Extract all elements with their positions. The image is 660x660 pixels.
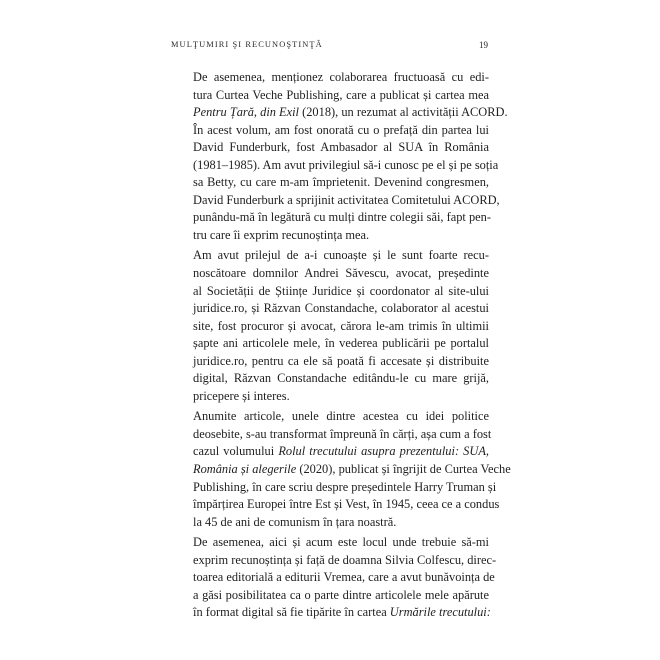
text-run: Publishing, în care scriu despre președintele Harry Truman și [193, 479, 497, 494]
text-line [171, 174, 489, 192]
text-run: punându-mă în legătură cu mulți dintre colegii săi, fapt pen- [193, 210, 491, 225]
text-run: digital, Răzvan Constandache editându-le cu mare grijă, [193, 371, 489, 386]
text-run: juridice.ro, și Răzvan Constandache, colaborator al acestui [193, 301, 489, 316]
text-line [171, 496, 500, 514]
text-run: șapte ani articolele mele, în vederea publicării pe portalul [193, 336, 489, 351]
text-line [171, 87, 489, 105]
text-line [171, 139, 489, 157]
text-line [171, 227, 489, 245]
text-line [171, 192, 500, 210]
text-line [171, 426, 492, 444]
page-number: 19 [479, 40, 488, 50]
text-line [171, 104, 508, 122]
book-title-italic: Pentru Țară, din Exil [193, 105, 300, 120]
text-run: Anumite articole, unele dintre acestea cu idei politice [193, 409, 489, 424]
text-run: tru care îi exprim recunoștința mea. [193, 227, 370, 242]
text-line [171, 318, 489, 336]
text-run: (2020), publicat și îngrijit de Curtea Veche [296, 462, 511, 477]
text-run: (1981–1985). Am avut privilegiul să-i cunosc pe el și pe soția [193, 157, 499, 172]
body-text [171, 69, 511, 622]
paragraph [171, 408, 511, 531]
text-line [171, 353, 489, 371]
text-run: (2018), un rezumat al activității ACORD. [299, 105, 508, 120]
text-line [171, 247, 489, 265]
text-line [171, 335, 489, 353]
text-run: pricepere și interes. [193, 388, 290, 403]
book-title-italic: Urmările trecutului: [389, 605, 491, 620]
text-run: deosebite, s-au transformat împreună în cărți, așa cum a fost [193, 426, 492, 441]
text-line [171, 408, 489, 426]
book-title-italic: Rolul trecutului asupra prezentului: SUA, [278, 444, 489, 459]
text-run: noscătoare domnilor Andrei Săvescu, avocat, președinte [193, 266, 489, 281]
text-run: David Funderburk a sprijinit activitatea Comitetului ACORD, [193, 192, 500, 207]
text-run: al Societății de Științe Juridice și coordonator al site-ului [193, 283, 489, 298]
text-line [171, 370, 489, 388]
text-line [171, 265, 489, 283]
text-line [171, 209, 489, 227]
text-line [171, 300, 489, 318]
text-run: a găsi posibilitatea ca o parte dintre articolele mele apărute [193, 587, 489, 602]
text-line [171, 461, 511, 479]
text-line [171, 604, 489, 622]
text-run: De asemenea, menționez colaborarea fructuoasă cu edi- [193, 70, 489, 84]
text-line [171, 157, 499, 175]
text-line [171, 587, 489, 605]
text-run: juridice.ro, pentru ca ele să poată fi accesate și distribuite [193, 353, 489, 368]
text-line [171, 283, 489, 301]
paragraph [171, 247, 489, 405]
text-line [171, 534, 489, 552]
text-line [171, 514, 489, 532]
text-run: cazul volumului [193, 444, 279, 459]
running-title: MULŢUMIRI ŞI RECUNOŞTINŢĂ [171, 40, 323, 49]
text-line [171, 552, 497, 570]
text-line [171, 388, 489, 406]
text-run: în format digital să fie tipărite în cartea [193, 605, 390, 620]
text-run: De asemenea, aici și acum este locul unde trebuie să-mi [193, 535, 489, 550]
text-run: David Funderburk, fost Ambasador al SUA în România [193, 140, 489, 155]
text-line [171, 122, 489, 140]
paragraph [171, 534, 497, 622]
text-run: În acest volum, am fost onorată cu o prefață din partea lui [193, 122, 489, 137]
text-line [171, 69, 489, 87]
text-run: tura Curtea Veche Publishing, care a publicat și cartea mea [193, 87, 489, 102]
book-title-italic: România și alegerile [193, 462, 297, 477]
text-line [171, 479, 497, 497]
text-run: la 45 de ani de comunism în țara noastră. [193, 514, 397, 529]
text-run: exprim recunoștința și față de doamna Silvia Colfescu, direc- [193, 552, 497, 567]
text-run: toarea editorială a editurii Vremea, care a avut bunăvoința de [193, 570, 495, 585]
text-line [171, 569, 495, 587]
text-run: site, fost procuror și avocat, cărora le-am trimis în ultimii [193, 318, 489, 333]
paragraph [171, 69, 508, 244]
text-run: sa Betty, cu care m-am împrietenit. Devenind congresmen, [193, 175, 489, 190]
text-run: împărțirea Europei între Est și Vest, în 1945, ceea ce a condus [193, 497, 500, 512]
text-run: Am avut prilejul de a-i cunoaște și le sunt foarte recu- [193, 248, 489, 263]
text-line [171, 443, 489, 461]
